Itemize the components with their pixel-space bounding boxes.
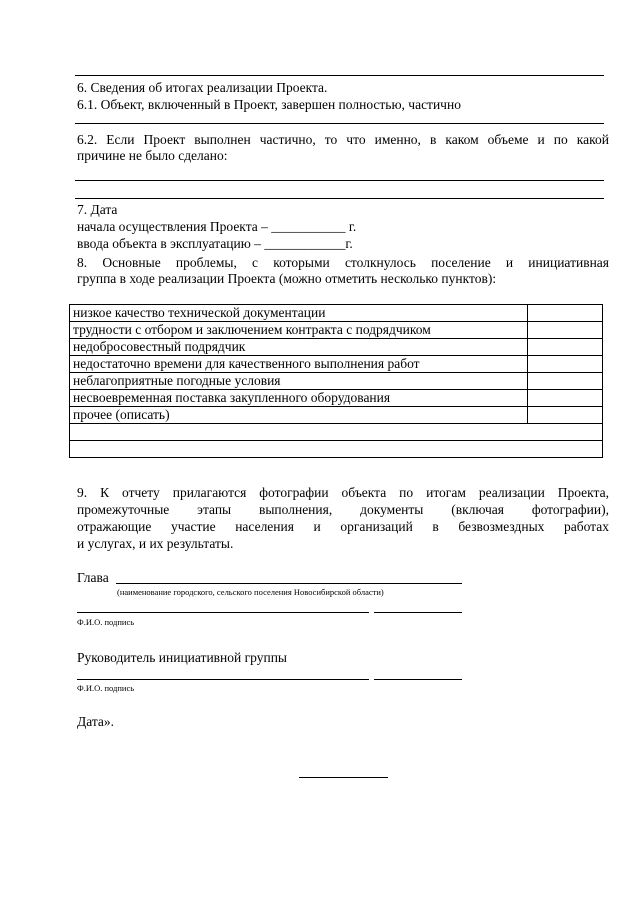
table-row (70, 373, 603, 390)
section7-title: 7. Дата (77, 202, 118, 217)
problem-label: несвоевременная поставка закупленного оборудования (70, 390, 528, 407)
leader-fio-line[interactable] (77, 679, 369, 680)
section8-line1: 8. Основные проблемы, с которыми столкнулось поселение и инициативная (77, 255, 609, 270)
problems-table (69, 304, 603, 458)
problem-checkbox-cell[interactable] (528, 322, 603, 339)
table-row (70, 390, 603, 407)
commission-date: ввода объекта в эксплуатацию – ____________г. (77, 236, 353, 251)
head-label: Глава (77, 570, 109, 585)
section9-line1: 9. К отчету прилагаются фотографии объекта по итогам реализации Проекта, (77, 485, 609, 500)
table-row-other-description (70, 441, 603, 458)
head-fio-line[interactable] (77, 612, 369, 613)
head-name-line[interactable] (116, 583, 462, 584)
section6-title: 6. Сведения об итогах реализации Проекта. (77, 80, 328, 95)
section9-line2: промежуточные этапы выполнения, документы (включая фотографии), (77, 502, 609, 517)
project-start-date: начала осуществления Проекта – ___________ г. (77, 219, 357, 234)
problem-checkbox-cell[interactable] (528, 407, 603, 424)
section9-line3: отражающие участие населения и организаций в безвозмездных работах (77, 519, 609, 534)
closing-rule (299, 777, 388, 778)
fio-caption-1: Ф.И.О. подпись (77, 617, 135, 627)
other-description-cell[interactable] (70, 441, 603, 458)
table-row-other-description (70, 424, 603, 441)
problem-label: недостаточно времени для качественного выполнения работ (70, 356, 528, 373)
problem-checkbox-cell[interactable] (528, 373, 603, 390)
other-description-cell[interactable] (70, 424, 603, 441)
table-row (70, 407, 603, 424)
head-signature-line[interactable] (374, 612, 462, 613)
problem-checkbox-cell[interactable] (528, 305, 603, 322)
problem-checkbox-cell[interactable] (528, 339, 603, 356)
date-label: Дата». (77, 714, 115, 729)
fio-caption-2: Ф.И.О. подпись (77, 683, 135, 693)
problem-label: низкое качество технической документации (70, 305, 528, 322)
table-row (70, 322, 603, 339)
leader-label: Руководитель инициативной группы (77, 650, 287, 665)
table-row (70, 356, 603, 373)
top-rule (75, 75, 604, 76)
problem-checkbox-cell[interactable] (528, 356, 603, 373)
problem-label: неблагоприятные погодные условия (70, 373, 528, 390)
blank-line-6-2a (75, 180, 604, 181)
head-caption: (наименование городского, сельского поселения Новосибирской области) (117, 587, 384, 597)
section6-item-2-line2: причине не было сделано: (77, 148, 228, 163)
table-row (70, 305, 603, 322)
section6-item-2-line1: 6.2. Если Проект выполнен частично, то что именно, в каком объеме и по какой (77, 132, 609, 147)
problem-label: трудности с отбором и заключением контракта с подрядчиком (70, 322, 528, 339)
problem-label: недобросовестный подрядчик (70, 339, 528, 356)
blank-line-6-2b (75, 198, 604, 199)
leader-signature-line[interactable] (374, 679, 462, 680)
section6-item-1: 6.1. Объект, включенный в Проект, завершен полностью, частично (77, 97, 461, 112)
section9-line4: и услугах, и их результаты. (77, 536, 234, 551)
problem-label: прочее (описать) (70, 407, 528, 424)
blank-line-6-1 (75, 123, 604, 124)
problem-checkbox-cell[interactable] (528, 390, 603, 407)
table-row (70, 339, 603, 356)
section8-line2: группа в ходе реализации Проекта (можно отметить несколько пунктов): (77, 271, 497, 286)
